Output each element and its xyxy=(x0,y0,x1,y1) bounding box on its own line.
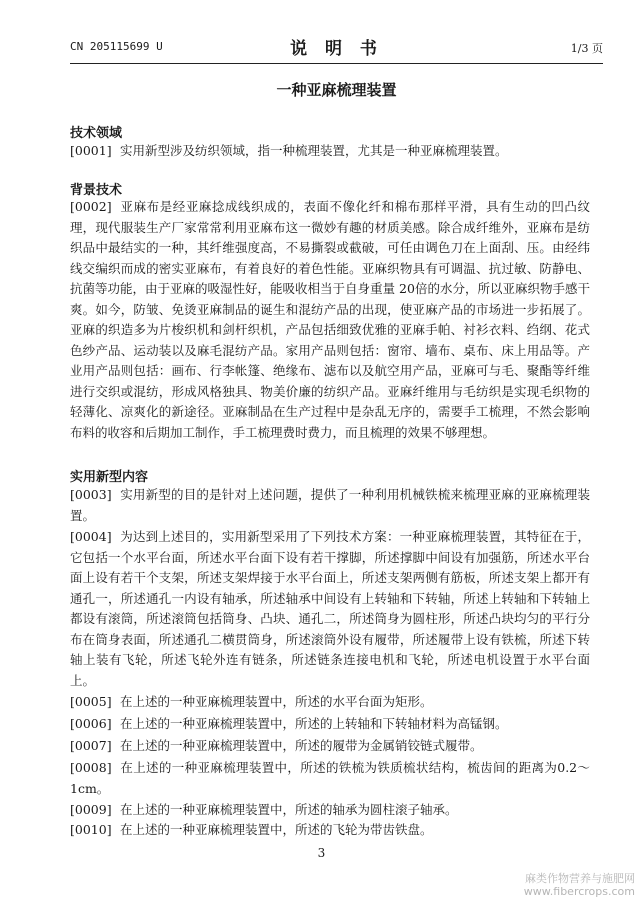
page-number: 3 xyxy=(317,846,326,860)
paragraph-0009 xyxy=(70,800,590,821)
paragraph-0001 xyxy=(70,141,590,162)
paragraph-number: [0005] xyxy=(70,694,112,709)
site-watermark xyxy=(524,872,635,898)
paragraph-0010 xyxy=(70,820,590,841)
paragraph-text: 实用新型涉及纺织领域，指一种梳理装置，尤其是一种亚麻梳理装置。 xyxy=(120,143,508,158)
header-divider xyxy=(70,63,603,64)
paragraph-number: [0002] xyxy=(70,199,112,214)
paragraph-0008 xyxy=(70,758,590,799)
page-header xyxy=(70,34,603,64)
paragraph-number: [0001] xyxy=(70,143,112,158)
paragraph-0006 xyxy=(70,714,590,735)
paragraph-number: [0009] xyxy=(70,802,112,817)
section-heading-field: 技术领域 xyxy=(70,126,123,141)
paragraph-text: 在上述的一种亚麻梳理装置中，所述的水平台面为矩形。 xyxy=(120,694,433,709)
paragraph-text: 在上述的一种亚麻梳理装置中，所述的上转轴和下转轴材料为高锰钢。 xyxy=(120,716,508,731)
invention-title: 一种亚麻梳理装置 xyxy=(276,81,397,99)
paragraph-0004 xyxy=(70,527,590,691)
paragraph-text: 亚麻布是经亚麻捻成线织成的，表面不像化纤和棉布那样平滑，具有生动的凹凸纹理，现代服装生产厂家常常利用亚麻布这一微妙有趣的材质美感。除合成纤维外，亚麻布是纺织品中最结实的一种，其纤维强度高，不易撕裂或截破，可任由调色刀在上面刮、压。由经纬线交编织而成的密实亚麻布，有着良好的着色性能。亚麻织物具有可调温、抗过敏、防静电、抗菌等功能，由于亚麻的吸湿性好，能吸收相当于自身重量 20倍的水分，所以亚麻织物手感干爽。如今，防皱、免烫亚麻制品的诞生和混纺产品的出现，使亚麻产品的市场进一步拓展了。亚麻的织造多为片梭织机和剑杆织机，产品包括细致优雅的亚麻手帕、衬衫衣料、绉纲、花式色纱产品、运动装以及麻毛混纺产品。家用产品则包括：窗帘、墙布、桌布、床上用品等。产业用产品则包括：画布、行李帐篷、绝缘布、滤布以及航空用产品，亚麻可与毛、聚酯等纤维进行交织或混纺，形成风格独具、物美价廉的纺织产品。亚麻纤维用与毛纺织是实现毛织物的轻薄化、凉爽化的新途径。亚麻制品在生产过程中是杂乱无序的，需要手工梳理，不然会影响布料的收容和后期加工制作，手工梳理费时费力，而且梳理的效果不够理想。 xyxy=(70,199,590,440)
document-type-title: 说 明 书 xyxy=(290,39,383,59)
watermark-line-1: 麻类作物营养与施肥网 xyxy=(525,872,635,885)
paragraph-number: [0006] xyxy=(70,716,112,731)
patent-number: CN 205115699 U xyxy=(70,40,163,53)
section-heading-content: 实用新型内容 xyxy=(70,470,149,485)
paragraph-0002 xyxy=(70,197,590,443)
paragraph-number: [0007] xyxy=(70,738,112,753)
paragraph-text: 为达到上述目的，实用新型采用了下列技术方案：一种亚麻梳理装置，其特征在于，它包括一个水平台面，所述水平台面下设有若干撑脚，所述撑脚中间设有加强筋，所述水平台面上设有若干个支架，所述支架焊接于水平台面上，所述支架两侧有筋板，所述支架上都开有通孔一，所述通孔一内设有轴承，所述轴承中间设有上转轴和下转轴，所述上转轴和下转轴上都设有滚筒，所述滚筒包括筒身、凸块、通孔二，所述筒身为圆柱形，所述凸块均匀的平行分布在筒身表面，所述通孔二横贯筒身，所述滚筒外设有履带，所述履带上设有铁梳，所述下转轴上装有飞轮，所述飞轮外连有链条，所述链条连接电机和飞轮，所述电机设置于水平台面上。 xyxy=(70,529,590,688)
paragraph-text: 在上述的一种亚麻梳理装置中，所述的铁梳为铁质梳状结构，梳齿间的距离为0.2～1cm。 xyxy=(70,760,590,796)
paragraph-text: 实用新型的目的是针对上述问题，提供了一种利用机械铁梳来梳理亚麻的亚麻梳理装置。 xyxy=(70,487,590,523)
paragraph-0005 xyxy=(70,692,590,713)
paragraph-text: 在上述的一种亚麻梳理装置中，所述的履带为金属销铰链式履带。 xyxy=(120,738,483,753)
section-heading-background: 背景技术 xyxy=(70,183,123,198)
paragraph-text: 在上述的一种亚麻梳理装置中，所述的轴承为圆柱滚子轴承。 xyxy=(120,802,458,817)
paragraph-0007 xyxy=(70,736,590,757)
paragraph-number: [0004] xyxy=(70,529,112,544)
watermark-line-2: www.fibercrops.com xyxy=(523,885,635,898)
paragraph-number: [0008] xyxy=(70,760,112,775)
page-indicator: 1/3 页 xyxy=(570,42,603,55)
paragraph-text: 在上述的一种亚麻梳理装置中，所述的飞轮为带齿铁盘。 xyxy=(120,822,433,837)
paragraph-number: [0010] xyxy=(70,822,112,837)
paragraph-number: [0003] xyxy=(70,487,112,502)
paragraph-0003 xyxy=(70,485,590,526)
